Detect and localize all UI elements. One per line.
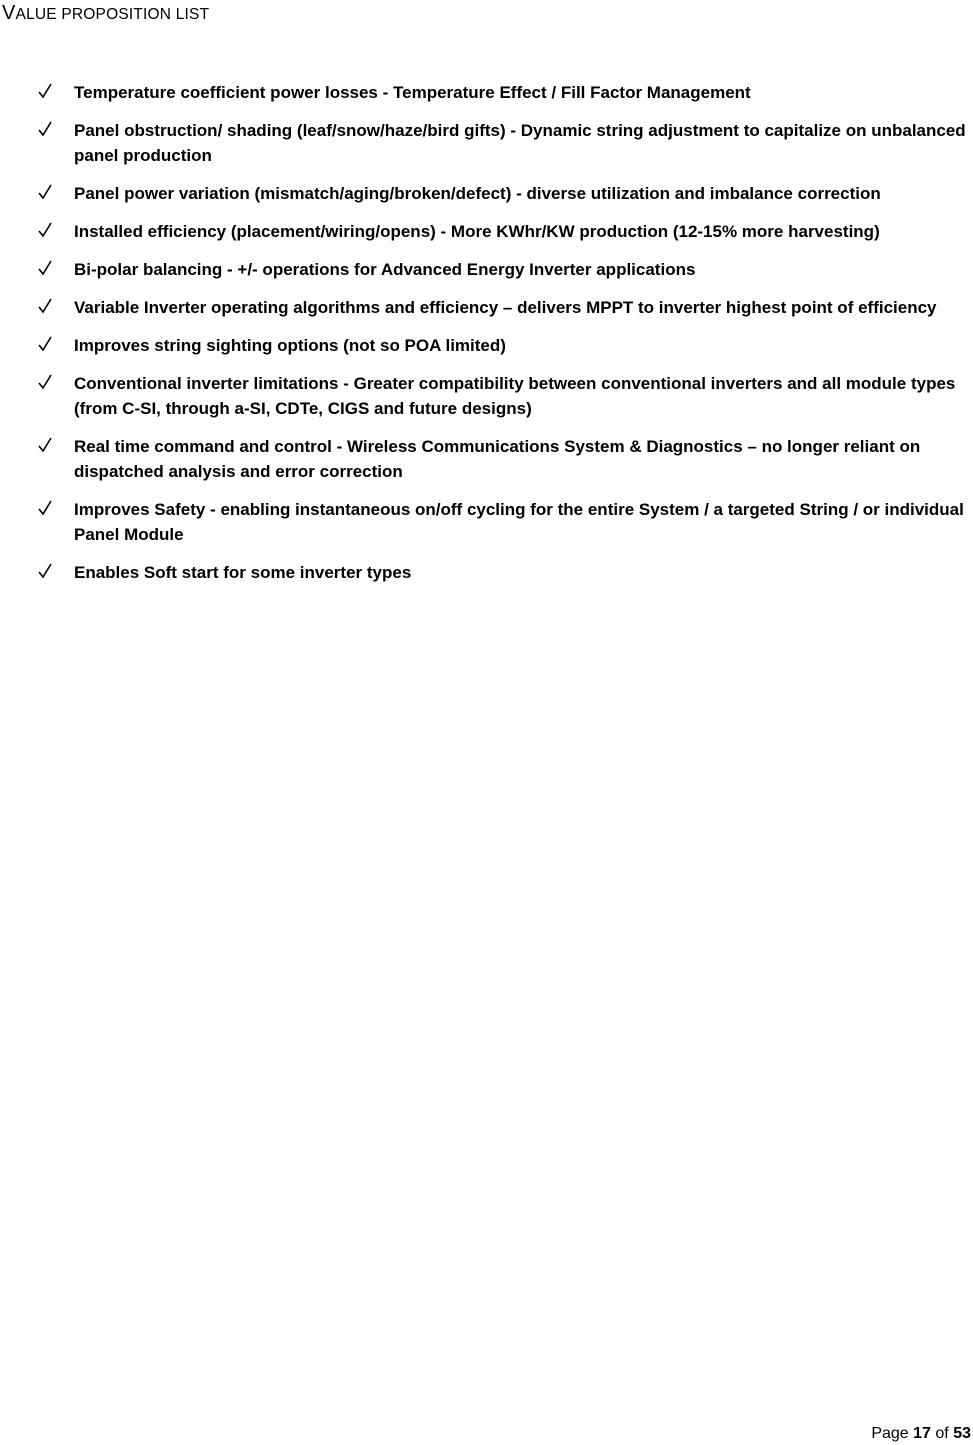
list-item-text: Improves Safety - enabling instantaneous on/off cycling for the entire System / a targeted String / or individual Panel Module — [74, 500, 964, 544]
of-label: of — [935, 1425, 949, 1442]
list-item-text: Enables Soft start for some inverter types — [74, 563, 412, 582]
heading-initial: V — [2, 2, 16, 24]
check-icon — [38, 80, 54, 105]
page-heading — [2, 2, 209, 25]
list-item — [0, 257, 973, 282]
list-item — [0, 118, 973, 168]
list-item — [0, 434, 973, 484]
value-proposition-list — [0, 80, 973, 598]
list-item — [0, 80, 973, 105]
page-label: Page — [871, 1425, 909, 1442]
list-item — [0, 219, 973, 244]
list-item — [0, 497, 973, 547]
list-item — [0, 295, 973, 320]
list-item-text: Panel power variation (mismatch/aging/broken/defect) - diverse utilization and imbalance correction — [74, 184, 881, 203]
list-item-text: Installed efficiency (placement/wiring/opens) - More KWhr/KW production (12-15% more harvesting) — [74, 222, 880, 241]
page-current: 17 — [913, 1425, 931, 1442]
check-icon — [38, 219, 54, 244]
list-item-text: Real time command and control - Wireless Communications System & Diagnostics – no longer reliant on dispatched analysis and error correction — [74, 437, 921, 481]
page-number — [871, 1425, 971, 1443]
page-total: 53 — [953, 1425, 971, 1442]
list-item — [0, 333, 973, 358]
list-item-text: Variable Inverter operating algorithms and efficiency – delivers MPPT to inverter highest point of efficiency — [74, 298, 937, 317]
heading-rest: ALUE PROPOSITION LIST — [15, 6, 210, 23]
list-item-text: Bi-polar balancing - +/- operations for Advanced Energy Inverter applications — [74, 260, 696, 279]
check-icon — [38, 560, 54, 585]
list-item-text: Temperature coefficient power losses - Temperature Effect / Fill Factor Management — [74, 83, 751, 102]
list-item-text: Improves string sighting options (not so POA limited) — [74, 336, 506, 355]
check-icon — [38, 333, 54, 358]
list-item — [0, 371, 973, 421]
check-icon — [38, 371, 54, 396]
list-item-text: Panel obstruction/ shading (leaf/snow/haze/bird gifts) - Dynamic string adjustment to capitalize on unbalanced panel production — [74, 121, 966, 165]
check-icon — [38, 295, 54, 320]
check-icon — [38, 434, 54, 459]
check-icon — [38, 497, 54, 522]
list-item-text: Conventional inverter limitations - Greater compatibility between conventional inverters and all module types (from C-SI, through a-SI, CDTe, CIGS and future designs) — [74, 374, 956, 418]
list-item — [0, 181, 973, 206]
list-item — [0, 560, 973, 585]
check-icon — [38, 181, 54, 206]
check-icon — [38, 118, 54, 143]
check-icon — [38, 257, 54, 282]
